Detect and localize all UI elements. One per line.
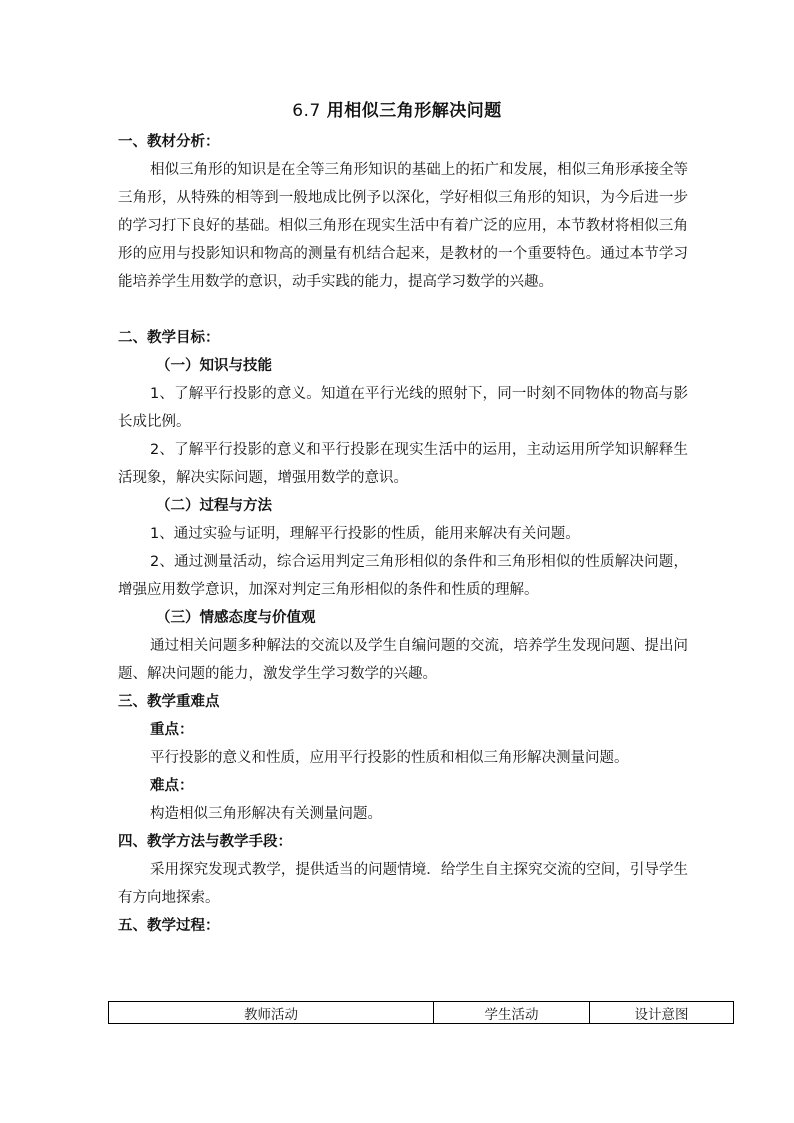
- process-table: [108, 1001, 734, 1024]
- paragraph: 2、通过测量活动，综合运用判定三角形相似的条件和三角形相似的性质解决问题，增强应用数学意识，加深对判定三角形相似的条件和性质的理解。: [118, 554, 688, 598]
- subsection-heading: （一）知识与技能: [156, 358, 272, 374]
- paragraph: 2、了解平行投影的意义和平行投影在现实生活中的运用，主动运用所学知识解释生活现象，解决实际问题，增强用数学的意识。: [118, 442, 688, 486]
- section-heading: 五、教学过程：: [118, 918, 220, 934]
- paragraph: 1、通过实验与证明，理解平行投影的性质，能用来解决有关问题。: [150, 526, 580, 542]
- paragraph: 通过相关问题多种解法的交流以及学生自编问题的交流，培养学生发现问题、提出问题、解决问题的能力，激发学生学习数学的兴趣。: [118, 638, 688, 682]
- section-heading: 四、教学方法与教学手段：: [118, 834, 292, 850]
- subsection-heading: （三）情感态度与价值观: [156, 610, 316, 626]
- section-heading: 三、教学重难点: [118, 694, 220, 710]
- paragraph: 采用探究发现式教学，提供适当的问题情境．给学生自主探究交流的空间，引导学生有方向地探索。: [118, 862, 688, 906]
- section-methods: [118, 828, 688, 912]
- section-analysis: [118, 128, 688, 296]
- difficulty-label: 难点：: [150, 778, 194, 794]
- section-heading: 二、教学目标：: [118, 330, 220, 346]
- section-heading: 一、教材分析：: [118, 134, 220, 150]
- column-header-teacher: 教师活动: [109, 1002, 434, 1024]
- key-point-label: 重点：: [150, 722, 194, 738]
- subsection-heading: （二）过程与方法: [156, 498, 272, 514]
- section-objectives: [118, 324, 688, 688]
- title-text: 用相似三角形解决问题: [326, 101, 502, 121]
- column-header-student: 学生活动: [434, 1002, 590, 1024]
- section-process: [118, 912, 688, 940]
- paragraph: 相似三角形的知识是在全等三角形知识的基础上的拓广和发展，相似三角形承接全等三角形，从特殊的相等到一般地成比例予以深化，学好相似三角形的知识，为今后进一步的学习打下良好的基础。相似三角形在现实生活中有着广泛的应用，本节教材将相似三角形的应用与投影知识和物高的测量有机结合起来，是教材的一个重要特色。通过本节学习能培养学生用数学的意识，动手实践的能力，提高学习数学的兴趣。: [118, 162, 688, 290]
- title-number: 6.7: [292, 101, 321, 121]
- table-header-row: [109, 1002, 734, 1024]
- paragraph: 1、了解平行投影的意义。知道在平行光线的照射下，同一时刻不同物体的物高与影长成比例。: [118, 386, 688, 430]
- section-key-points: [118, 688, 688, 828]
- paragraph: 平行投影的意义和性质，应用平行投影的性质和相似三角形解决测量问题。: [150, 750, 629, 766]
- document-title: [0, 96, 794, 121]
- column-header-intent: 设计意图: [590, 1002, 734, 1024]
- paragraph: 构造相似三角形解决有关测量问题。: [150, 806, 382, 822]
